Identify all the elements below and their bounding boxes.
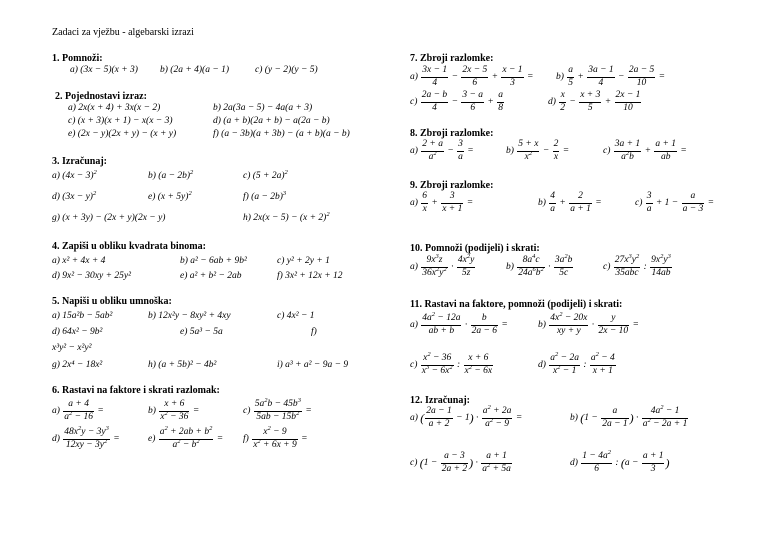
s4-item-d: d) 9x² − 30xy + 25y² <box>52 271 131 281</box>
section-9-heading: 9. Zbroji razlomke: <box>410 180 494 191</box>
s5-item-d: d) 64x² − 9b² <box>52 327 103 337</box>
s9-item-b: b) $\frac{4}{a}$ + $\frac{2}{a + 1}$ = <box>538 191 602 214</box>
section-10-heading: 10. Pomnoži (podijeli) i skrati: <box>410 243 540 254</box>
s8-item-c: c) $\frac{3a + 1}{a^2b}$ + $\frac{a + 1}{ab}$ = <box>603 139 687 162</box>
s5-item-f-label: f) <box>311 327 317 337</box>
s11-item-a: a) $\frac{4a^2 - 12a}{ab + b}$ · $\frac{b}{2a - 6}$ = <box>410 311 508 336</box>
s2-item-b: b) 2a(3a − 5) − 4a(a + 3) <box>213 103 313 113</box>
s3-item-h: h) $2x(x - 5) - (x + 2)^2$ <box>243 211 330 223</box>
section-11-heading: 11. Rastavi na faktore, pomnoži (podijeli) i skrati: <box>410 299 623 310</box>
page-title: Zadaci za vježbu - algebarski izrazi <box>52 27 194 38</box>
section-1-heading: 1. Pomnoži: <box>52 53 103 64</box>
s3-item-c: c) $(5 + 2a)^2$ <box>243 169 288 181</box>
s6-item-a: a) $\frac{a + 4}{a^2 - 16}$ = <box>52 399 104 422</box>
s5-item-e: e) 5a³ − 5a <box>180 327 223 337</box>
s6-item-b: b) $\frac{x + 6}{x^2 - 36}$ = <box>148 399 200 422</box>
section-7-heading: 7. Zbroji razlomke: <box>410 53 494 64</box>
s6-item-d: d) $\frac{48x^2y - 3y^3}{12xy - 3y^2}$ = <box>52 425 120 450</box>
section-3-heading: 3. Izračunaj: <box>52 156 107 167</box>
s4-item-e: e) a² + b² − 2ab <box>180 271 242 281</box>
s7-item-b: b) $\frac{a}{5}$ + $\frac{3a - 1}{4}$ − $\frac{2a - 5}{10}$ = <box>556 65 666 88</box>
s1-item-b: b) (2a + 4)(a − 1) <box>160 65 230 75</box>
s12-item-c: c) (1 − $\frac{a - 3}{2a + 2}$ ) · $\frac{a + 1}{a^2 + 5a}$ <box>410 451 511 474</box>
s5-item-g: g) 2x⁴ − 18x² <box>52 360 103 370</box>
section-2-heading: 2. Pojednostavi izraz: <box>55 91 147 102</box>
s8-item-a: a) $\frac{2 + a}{a^2}$ − $\frac{3}{a}$ = <box>410 139 474 162</box>
s12-item-b: b) (1 − $\frac{a}{2a - 1}$ ) · $\frac{4a^2 - 1}{a^2 - 2a + 1}$ <box>570 404 688 429</box>
s2-item-c: c) (x + 3)(x + 1) − x(x − 3) <box>68 116 173 126</box>
s5-item-h: h) (a + 5b)² − 4b² <box>148 360 217 370</box>
s4-item-a: a) x² + 4x + 4 <box>52 256 106 266</box>
s3-item-a: a) $(4x - 3)^2$ <box>52 169 97 181</box>
s2-item-f: f) (a − 3b)(a + 3b) − (a + b)(a − b) <box>213 129 350 139</box>
s11-item-c: c) $\frac{x^2 - 36}{x^3 - 6x^2}$ : $\frac{x + 6}{x^2 - 6x}$ <box>410 351 493 376</box>
s12-item-a: a) ( $\frac{2a - 1}{a + 2}$ − 1) · $\frac{a^2 + 2a}{a^2 - 9}$ = <box>410 404 523 429</box>
section-5-heading: 5. Napiši u obliku umnoška: <box>52 296 172 307</box>
s5-item-a: a) 15a²b − 5ab² <box>52 311 113 321</box>
s6-item-f: f) $\frac{x^2 - 9}{x^2 + 6x + 9}$ = <box>243 425 308 450</box>
s11-item-d: d) $\frac{a^2 - 2a}{x^2 - 1}$ : $\frac{a^2 - 4}{x + 1}$ <box>538 351 615 376</box>
s7-item-a: a) $\frac{3x - 1}{4}$ − $\frac{2x - 5}{6}$ + $\frac{x - 1}{3}$ = <box>410 65 534 88</box>
s7-item-c: c) $\frac{2a - b}{4}$ − $\frac{3 - a}{6}$ + $\frac{a}{8}$ <box>410 90 503 113</box>
section-8-heading: 8. Zbroji razlomke: <box>410 128 494 139</box>
s5-item-c: c) 4x² − 1 <box>277 311 315 321</box>
section-12-heading: 12. Izračunaj: <box>410 395 470 406</box>
s5-item-b: b) 12x²y − 8xy² + 4xy <box>148 311 231 321</box>
s1-item-c: c) (y − 2)(y − 5) <box>255 65 318 75</box>
s12-item-d: d) $\frac{1 - 4a^2}{6}$ : (a − $\frac{a + 1}{3}$ ) <box>570 449 670 474</box>
s10-item-a: a) $\frac{9x^3z}{36x^2y^2}$ · $\frac{4x^2y}{5z}$ <box>410 253 475 278</box>
s11-item-b: b) $\frac{4x^2 - 20x}{xy + y}$ · $\frac{y}{2x - 10}$ = <box>538 311 639 336</box>
s4-item-b: b) a² − 6ab + 9b² <box>180 256 247 266</box>
s6-item-e: e) $\frac{a^2 + 2ab + b^2}{a^2 - b^2}$ = <box>148 425 224 450</box>
s2-item-e: e) (2x − y)(2x + y) − (x + y) <box>68 129 177 139</box>
section-4-heading: 4. Zapiši u obliku kvadrata binoma: <box>52 241 206 252</box>
s1-item-a: a) (3x − 5)(x + 3) <box>70 65 138 75</box>
s4-item-f: f) 3x² + 12x + 12 <box>277 271 343 281</box>
s9-item-c: c) $\frac{3}{a}$ + 1 − $\frac{a}{a - 3}$ = <box>635 191 715 214</box>
s2-item-d: d) (a + b)(2a + b) − a(2a − b) <box>213 116 330 126</box>
s9-item-a: a) $\frac{6}{x}$ + $\frac{3}{x + 1}$ = <box>410 191 474 214</box>
s4-item-c: c) y² + 2y + 1 <box>277 256 330 266</box>
s5-item-f-expr: x³y² − x²y² <box>52 343 92 353</box>
s2-item-a: a) 2x(x + 4) + 3x(x − 2) <box>68 103 161 113</box>
s7-item-d: d) $\frac{x}{2}$ − $\frac{x + 3}{5}$ + $\frac{2x - 1}{10}$ <box>548 90 641 113</box>
s10-item-b: b) $\frac{8a^4c}{24a^6b^2}$ · $\frac{3a^2b}{5c}$ <box>506 253 573 278</box>
s3-item-e: e) $(x + 5y)^2$ <box>148 190 192 202</box>
s3-item-f: f) $(a - 2b)^3$ <box>243 190 287 202</box>
s3-item-g: g) (x + 3y) − (2x + y)(2x − y) <box>52 213 166 223</box>
s6-item-c: c) $\frac{5a^2b - 45b^3}{5ab - 15b^2}$ = <box>243 397 312 422</box>
s3-item-b: b) $(a - 2b)^2$ <box>148 169 194 181</box>
section-6-heading: 6. Rastavi na faktore i skrati razlomak: <box>52 385 220 396</box>
s3-item-d: d) $(3x - y)^2$ <box>52 190 97 202</box>
s10-item-c: c) $\frac{27x^3y^2}{\text{35abc}}$ : $\frac{9x^2y^3}{14ab}$ <box>603 253 671 278</box>
s8-item-b: b) $\frac{5 + x}{x^2}$ − $\frac{2}{x}$ = <box>506 139 570 162</box>
s5-item-i: i) a³ + a² − 9a − 9 <box>277 360 349 370</box>
